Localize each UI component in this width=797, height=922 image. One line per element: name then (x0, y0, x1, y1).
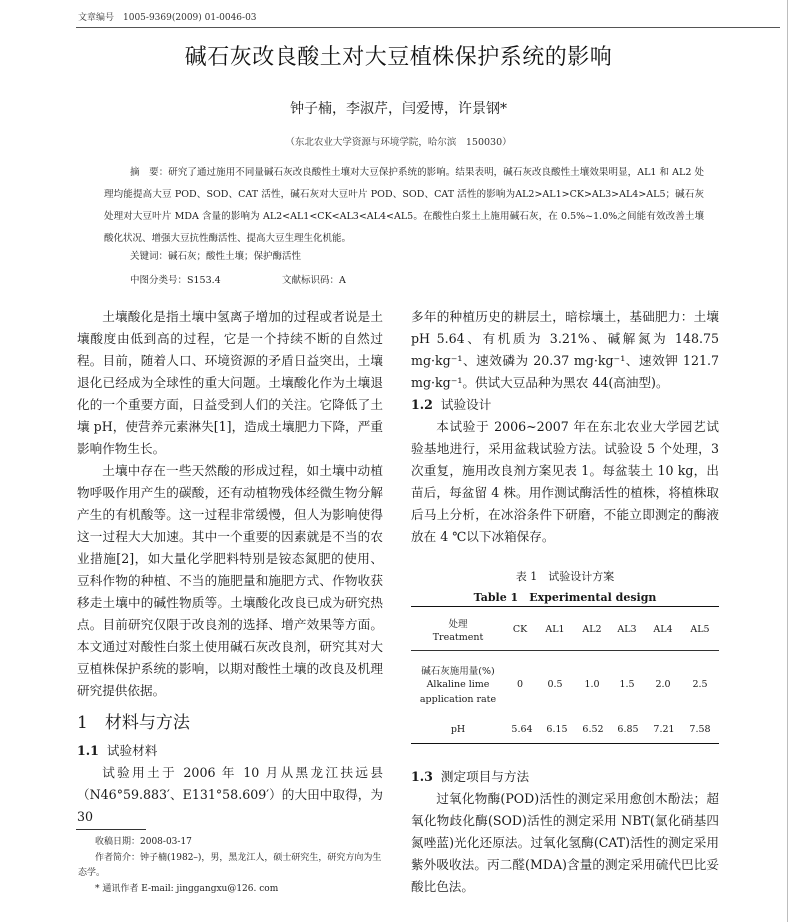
design-paragraph: 本试验于 2006~2007 年在东北农业大学园艺试验基地进行，采用盆栽试验方法。试验设 5 个处理，3 次重复，施用改良剂方案见表 1。每盆装土 10 kg，出苗后，每盆留 4 株。用作测试酶活性的植株，将植株取后马上分析，在冰浴条件下研磨，不能立即测定的酶液放在 4 ℃以下冰箱保存。 (411, 419, 719, 544)
subsection-title: 测定项目与方法 (440, 769, 530, 784)
table-row-label-en: Alkaline lime (426, 679, 490, 690)
classification-number: 中图分类号：S153.4 (130, 275, 221, 286)
left-column (77, 306, 383, 828)
right-column-top (411, 306, 719, 548)
footnote-received: 收稿日期：2008-03-17 (95, 837, 192, 847)
table-col-header: AL5 (690, 624, 710, 635)
table-header-en: Treatment (432, 632, 484, 643)
affiliation: （东北农业大学资源与环境学院，哈尔滨 150030） (285, 137, 512, 148)
subsection-title: 试验材料 (106, 743, 158, 758)
materials-paragraph: 试验用土于 2006 年 10 月从黑龙江扶远县（N46°59.883′、E131°58.609′）的大田中取得，为 30 (77, 765, 383, 824)
table-col-header: AL1 (545, 624, 565, 635)
subsection-heading-1-1 (77, 740, 383, 762)
author-list: 钟子楠，李淑芹，闫爱博，许景钢* (290, 101, 507, 117)
abstract-label: 摘 要： (130, 167, 169, 178)
subsection-number: 1.3 (411, 769, 433, 784)
table-header-rule (411, 650, 719, 651)
table-cell: 7.21 (653, 724, 675, 735)
table-col-header: AL3 (617, 624, 637, 635)
table-cell: 2.5 (692, 679, 708, 690)
table-col-header: AL4 (653, 624, 673, 635)
table-cell: 6.85 (617, 724, 639, 735)
header-rule (76, 27, 780, 28)
paper-title: 碱石灰改良酸土对大豆植株保护系统的影响 (184, 45, 613, 70)
table-bottom-rule (411, 743, 719, 744)
table-caption-en: Table 1 Experimental design (473, 591, 657, 604)
intro-paragraph-2: 土壤中存在一些天然酸的形成过程，如土壤中动植物呼吸作用产生的碳酸，还有动植物残体经微生物分解产生的有机酸等。这一过程非常缓慢，但人为影响使得这一过程大大加速。其中一个重要的因素就是不当的农业措施[2]，如大量化学肥料特别是铵态氮肥的使用、豆科作物的种植、不当的施肥量和施肥方式、作物收获移走土壤中的碱性物质等。土壤酸化改良已成为研究热点。目前研究仅限于改良剂的选择、增产效果等方面。本文通过对酸性白浆土使用碱石灰改良剂，研究其对大豆植株保护系统的影响，以期对酸性土壤的改良及机理研究提供依据。 (77, 463, 383, 698)
table-caption-cn: 表 1 试验设计方案 (515, 570, 615, 583)
table-col-header: CK (512, 624, 528, 635)
footnote-corresponding: * 通讯作者 E-mail: jinggangxu@126. com (95, 884, 279, 894)
table-cell: 0.5 (547, 679, 563, 690)
table-row-label-cn: 碱石灰施用量(%) (421, 666, 495, 677)
subsection-heading-1-3 (411, 766, 719, 788)
footnote-rule (76, 829, 146, 830)
document-code: 文献标识码：A (282, 275, 346, 286)
table-col-header: AL2 (582, 624, 602, 635)
abstract (104, 162, 704, 250)
abstract-text: 研究了通过施用不同量碱石灰改良酸性土壤对大豆保护系统的影响。结果表明，碱石灰改良酸性土壤效果明显，AL1 和 AL2 处理均能提高大豆 POD、SOD、CAT 活性，碱石灰对大豆叶片 POD、SOD、CAT 活性的影响为AL2>AL1>CK>AL3>AL4>AL5；碱石灰处理对大豆叶片 MDA 含量的影响为 AL2<AL1<CK<AL3<AL4<AL5。在酸性白浆土上施用碱石灰，在 0.5%~1.0%之间能有效改善土壤酸化状况、增强大豆抗性酶活性、提高大豆生理生化机能。 (104, 167, 704, 244)
table-top-rule (411, 606, 719, 607)
section-heading-1: 1 材料与方法 (77, 713, 190, 733)
footnote-author-intro: 作者简介：钟子楠(1982–)，男，黑龙江人，硕士研究生，研究方向为生态学。 (78, 853, 382, 878)
subsection-number: 1.2 (411, 397, 433, 412)
table-cell: 1.0 (584, 679, 600, 690)
table-row-label: pH (450, 724, 466, 735)
table-cell: 6.15 (546, 724, 568, 735)
table-cell: 7.58 (689, 724, 711, 735)
subsection-number: 1.1 (77, 743, 99, 758)
table-cell: 0 (516, 679, 524, 690)
soil-description: 多年的种植历史的耕层土，暗棕壤土，基础肥力：土壤 pH 5.64、有机质为 3.21%、碱解氮为 148.75 mg·kg⁻¹、速效磷为 20.37 mg·kg⁻¹、速效钾 121.7 mg·kg⁻¹。供试大豆品种为黑农 44(高油型)。 (411, 309, 719, 390)
keywords: 关键词：碱石灰；酸性土壤；保护酶活性 (130, 251, 302, 262)
intro-paragraph-1: 土壤酸化是指土壤中氢离子增加的过程或者说是土壤酸度由低到高的过程，它是一个持续不断的自然过程。目前，随着人口、环境资源的矛盾日益突出，土壤退化已经成为全球性的重大问题。土壤酸化作为土壤退化的一个重要方面，日益受到人们的关注。它降低了土壤 pH，使营养元素淋失[1]，造成土壤肥力下降，严重影响作物生长。 (77, 309, 383, 456)
table-cell: 6.52 (582, 724, 604, 735)
table-cell: 5.64 (511, 724, 533, 735)
right-column-bottom (411, 766, 719, 898)
methods-paragraph: 过氧化物酶(POD)活性的测定采用愈创木酚法；超氧化物歧化酶(SOD)活性的测定采用 NBT(氯化硝基四氮唑蓝)光化还原法。过氧化氢酶(CAT)活性的测定采用紫外吸收法。丙二醛(MDA)含量的测定采用硫代巴比妥酸比色法。 (411, 791, 719, 894)
subsection-heading-1-2 (411, 394, 719, 416)
table-cell: 1.5 (619, 679, 635, 690)
subsection-title: 试验设计 (440, 397, 492, 412)
table-header-cn: 处理 (448, 619, 468, 630)
doc-number: 文章编号 1005-9369(2009) 01-0046-03 (78, 13, 257, 23)
table-cell: 2.0 (655, 679, 671, 690)
table-row-label-en: application rate (419, 694, 497, 705)
